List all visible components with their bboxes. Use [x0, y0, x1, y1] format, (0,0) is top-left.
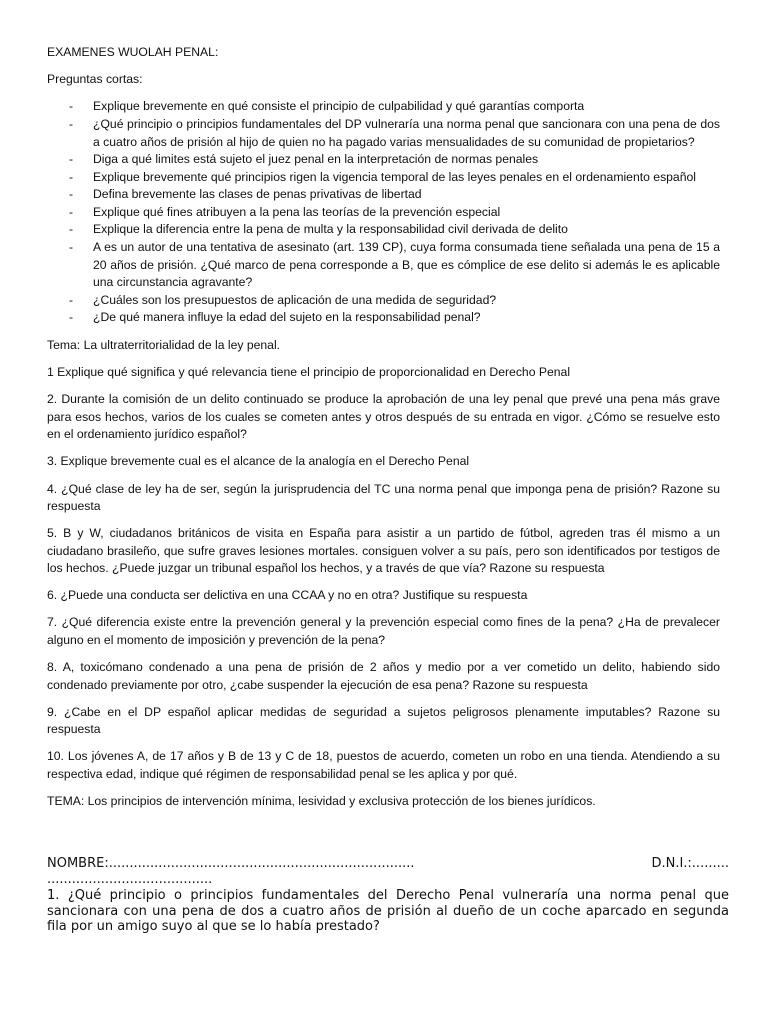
list-item-text: A es un autor de una tentativa de asesinato (art. 139 CP), cuya forma consumada tiene señalada una pena de 15 a 20 años de prisión. ¿Qué marco de pena corresponde a B, que es cómplice de ese delito si además le es aplicable una circunstancia agravante? — [93, 240, 720, 290]
short-questions-list — [47, 98, 720, 327]
list-item — [47, 151, 720, 169]
dotted-line: ........................................ — [47, 871, 213, 887]
topic-heading: Tema: La ultraterritorialidad de la ley penal. — [47, 338, 281, 353]
bullet-dash: - — [69, 292, 74, 307]
bullet-dash: - — [69, 152, 74, 167]
bullet-dash: - — [69, 240, 74, 255]
question-8: 8. A, toxicómano condenado a una pena de prisión de 2 años y medio por a ver cometido un delito, habiendo sido condenado previamente por otro, ¿cabe suspender la ejecución de esa pena? Razone su respuesta — [47, 660, 720, 692]
list-item-text: Explique qué fines atribuyen a la pena las teorías de la prevención especial — [93, 204, 501, 219]
list-item — [47, 204, 720, 222]
question-6: 6. ¿Puede una conducta ser delictiva en una CCAA y no en otra? Justifique su respuesta — [47, 588, 528, 603]
question-10: 10. Los jóvenes A, de 17 años y B de 13 y C de 18, puestos de acuerdo, cometen un robo en una tienda. Atendiendo a su respectiva edad, indique qué régimen de responsabilidad penal se les aplica y por qué. — [47, 749, 720, 781]
list-item — [47, 116, 720, 151]
name-dni-line — [47, 856, 729, 872]
short-questions-heading: Preguntas cortas: — [47, 71, 143, 86]
form-question: 1. ¿Qué principio o principios fundamentales del Derecho Penal vulneraría una norma penal que sancionara con una pena de dos a cuatro años de prisión al dueño de un coche aparcado en segunda fila por un amigo suyo al que se lo había prestado? — [47, 888, 729, 934]
list-item-text: Explique brevemente en qué consiste el principio de culpabilidad y qué garantías comporta — [93, 99, 585, 114]
question-5: 5. B y W, ciudadanos británicos de visita en España para asistir a un partido de fútbol, agreden tras él mismo a un ciudadano brasileño, que sufre graves lesiones mortales. consiguen volver a su país, pero son identificados por testigos de los hechos. ¿Puede juzgar un tribunal español los hechos, y a través de que vía? Razone su respuesta — [47, 526, 720, 576]
list-item-text: ¿Qué principio o principios fundamentales del DP vulneraría una norma penal que sancionara con una pena de dos a cuatro años de prisión al hijo de quien no ha pagado varias mensualidades de su comunidad de propietarios? — [93, 116, 720, 149]
bullet-dash: - — [69, 116, 74, 131]
bullet-dash: - — [69, 310, 74, 325]
list-item-text: Defina brevemente las clases de penas privativas de libertad — [93, 187, 422, 202]
question-1: 1 Explique qué significa y qué relevancia tiene el principio de proporcionalidad en Derecho Penal — [47, 365, 571, 380]
question-3: 3. Explique brevemente cual es el alcance de la analogía en el Derecho Penal — [47, 454, 470, 469]
list-item-text: Diga a qué limites está sujeto el juez penal en la interpretación de normas penales — [93, 152, 539, 167]
document-title: EXAMENES WUOLAH PENAL: — [47, 45, 219, 59]
question-4: 4. ¿Qué clase de ley ha de ser, según la jurisprudencia del TC una norma penal que imponga pena de prisión? Razone su respuesta — [47, 481, 720, 514]
list-item — [47, 309, 720, 327]
exam-form — [47, 856, 729, 935]
list-item-text: Explique la diferencia entre la pena de multa y la responsabilidad civil derivada de delito — [93, 222, 568, 237]
bullet-dash: - — [69, 169, 74, 184]
question-7: 7. ¿Qué diferencia existe entre la prevención general y la prevención especial como fines de la pena? ¿Ha de prevalecer alguno en el momento de imposición y prevención de la pena? — [47, 615, 720, 647]
list-item-text: Explique brevemente qué principios rigen la vigencia temporal de las leyes penales en el ordenamiento español — [93, 169, 696, 184]
list-item — [47, 169, 720, 187]
list-item — [47, 292, 720, 310]
bullet-dash: - — [69, 222, 74, 237]
bullet-dash: - — [69, 187, 74, 202]
dni-field-label: D.N.I.:......... — [651, 856, 729, 871]
list-item — [47, 221, 720, 239]
list-item-text: ¿Cuáles son los presupuestos de aplicación de una medida de seguridad? — [93, 292, 497, 307]
question-9: 9. ¿Cabe en el DP español aplicar medidas de seguridad a sujetos peligrosos plenamente imputables? Razone su respuesta — [47, 704, 720, 737]
question-2: 2. Durante la comisión de un delito continuado se produce la aprobación de una ley penal que prevé una pena más grave para esos hechos, varios de los cuales se cometen antes y otros después de su entrada en vigor. ¿Cómo se resuelve esto en el ordenamiento jurídico español? — [47, 392, 720, 442]
bullet-dash: - — [69, 99, 74, 114]
list-item-text: ¿De qué manera influye la edad del sujeto en la responsabilidad penal? — [93, 310, 481, 325]
list-item — [47, 186, 720, 204]
topic-heading-2: TEMA: Los principios de intervención mínima, lesividad y exclusiva protección de los bienes jurídicos. — [47, 793, 596, 808]
bullet-dash: - — [69, 204, 74, 219]
name-field-label: NOMBRE:.......................................................................... — [47, 856, 415, 871]
list-item — [47, 239, 720, 292]
list-item — [47, 98, 720, 116]
